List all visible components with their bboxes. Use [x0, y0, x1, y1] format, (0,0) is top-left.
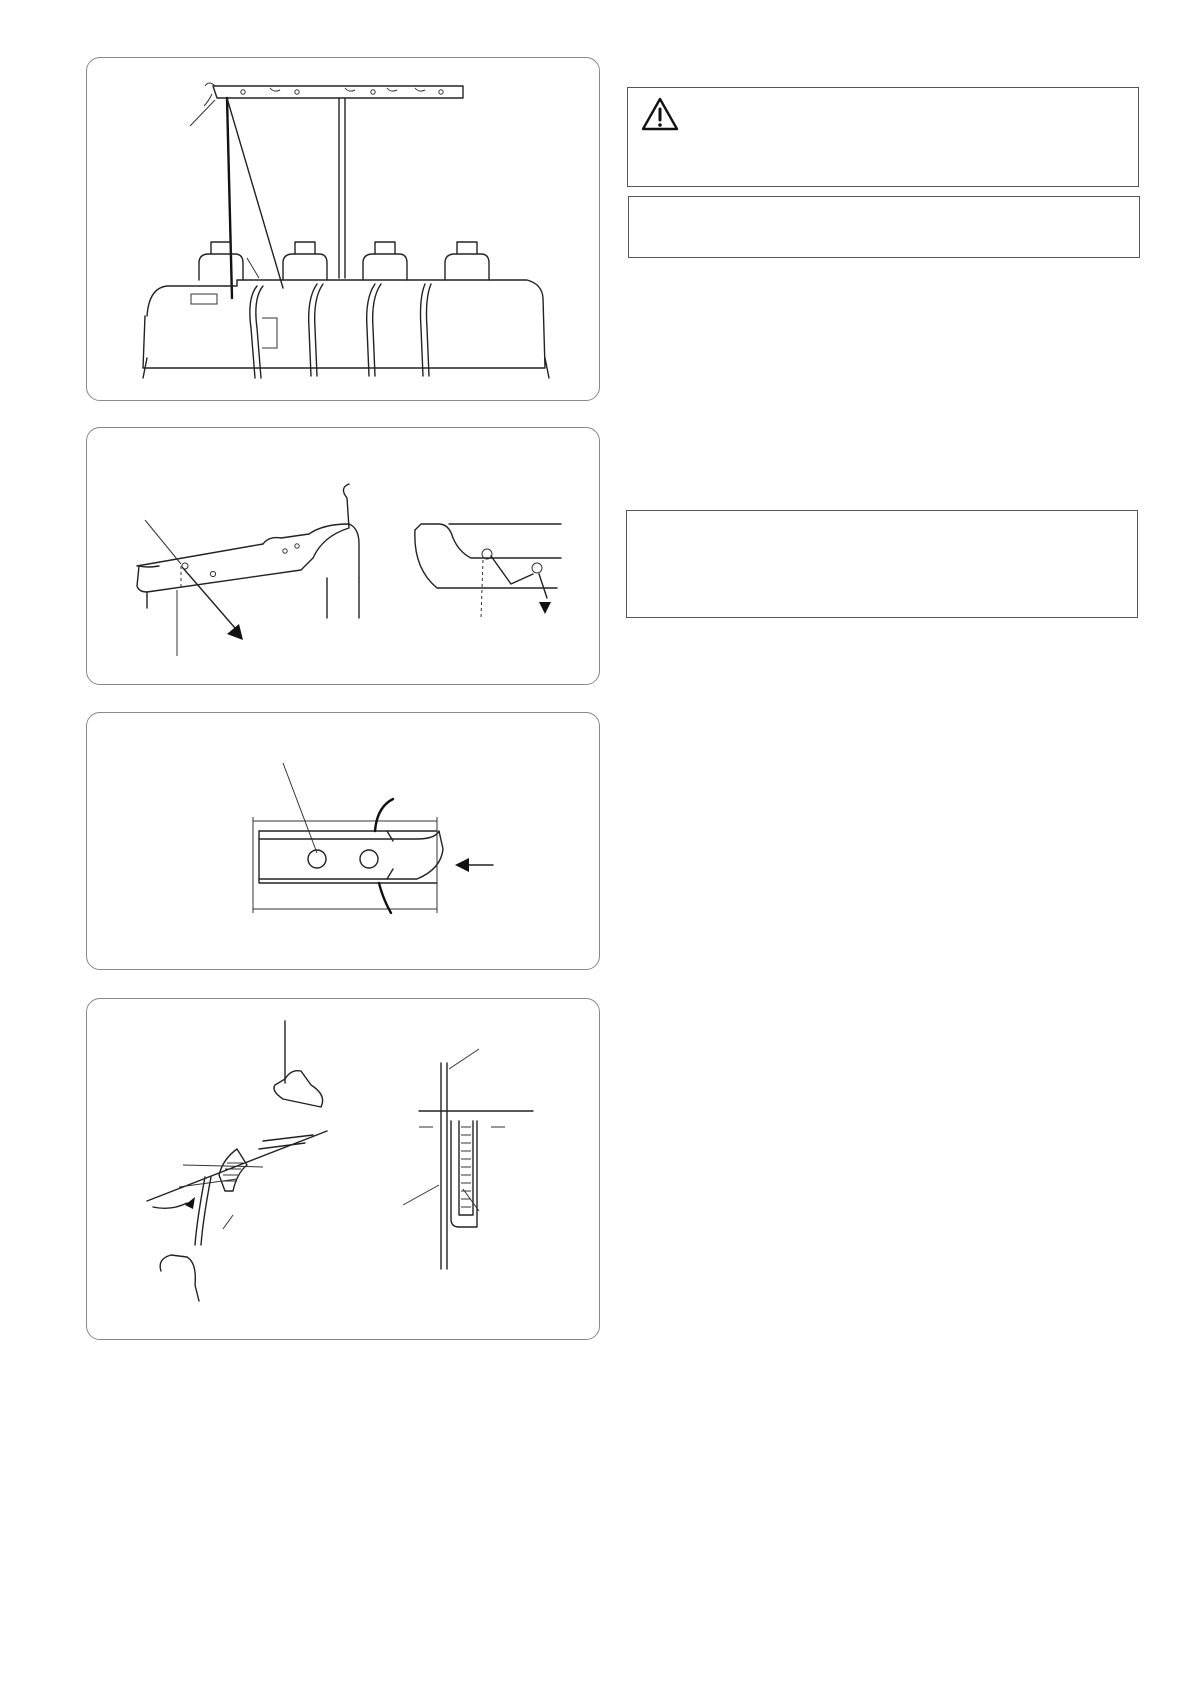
warning-triangle-icon	[640, 96, 680, 132]
hand-threading-illustration	[87, 999, 599, 1339]
insert-arrow-icon	[455, 858, 469, 872]
tension-disc-illustration	[87, 713, 599, 969]
thread-cone-1	[199, 242, 243, 280]
figure-tension-disc	[86, 712, 600, 970]
thread-stand-illustration	[87, 58, 599, 400]
figure-thread-stand	[86, 57, 600, 401]
figure-thread-guide-detail	[86, 427, 600, 685]
down-arrow-icon	[539, 602, 551, 614]
thread-cone-4	[445, 242, 489, 280]
thread-cone-3	[363, 242, 407, 280]
note-box	[628, 196, 1140, 258]
pull-arrow-icon	[227, 624, 243, 640]
thread-guide-illustration	[87, 428, 599, 684]
thread-cone-2	[283, 242, 327, 280]
note-box-2	[626, 510, 1138, 618]
caution-box	[627, 87, 1139, 187]
figure-hand-threading	[86, 998, 600, 1340]
